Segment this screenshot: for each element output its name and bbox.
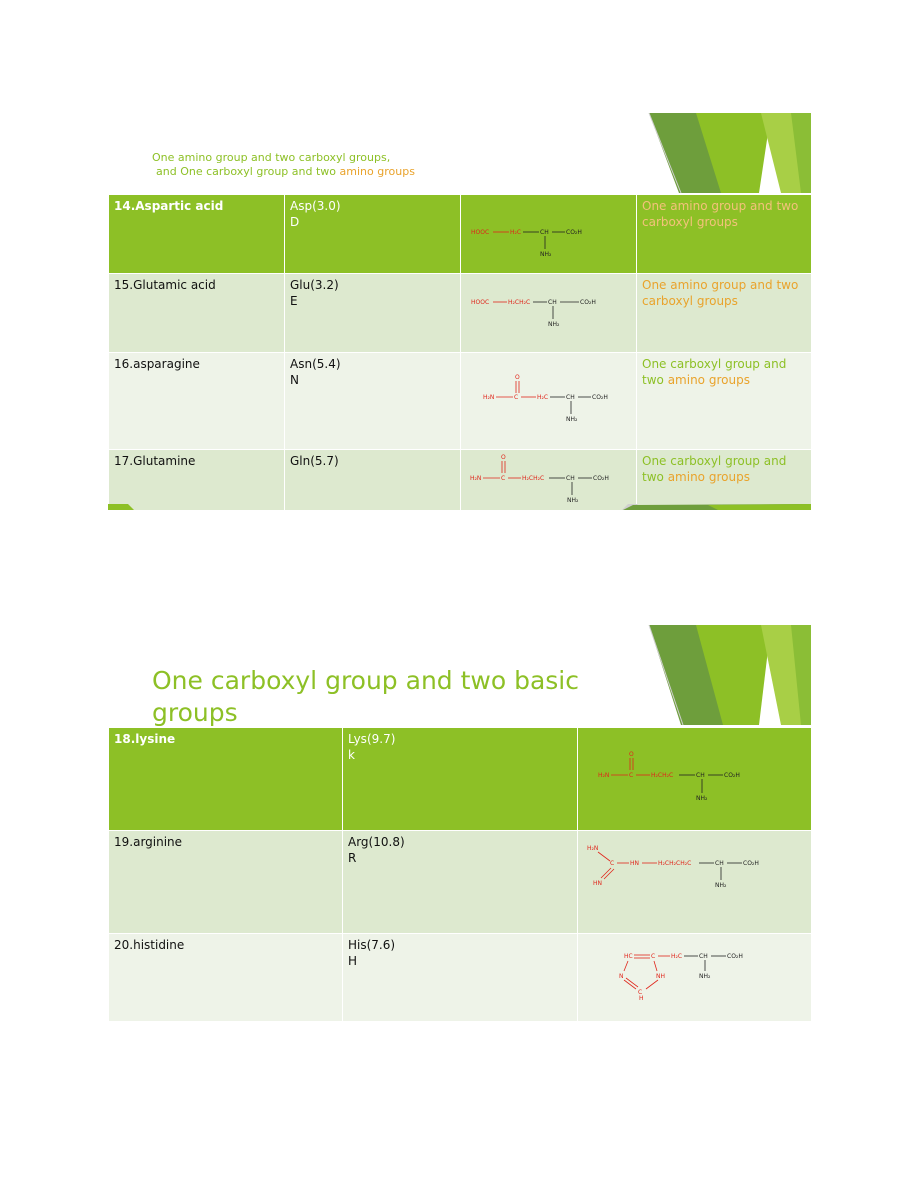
slide-2 [108,625,811,1021]
table-row [109,450,812,511]
svg-text:HOOC: HOOC [471,229,490,236]
svg-text:C: C [629,772,634,779]
amino-acid-description: One carboxyl group and two amino groups [637,450,812,511]
amino-acid-abbr: Arg(10.8) R [343,831,578,934]
svg-text:CH: CH [715,860,724,867]
svg-text:CO₂H: CO₂H [566,229,582,236]
structure-arginine [578,831,812,934]
amino-acid-description: One carboxyl group and two amino groups [637,353,812,450]
svg-text:H₂CH₂C: H₂CH₂C [651,772,674,779]
amino-acid-name: 16.asparagine [109,353,285,450]
slide-2-title: One carboxyl group and two basic groups [152,666,580,727]
amino-acid-name: 14.Aspartic acid [109,195,285,274]
svg-text:CO₂H: CO₂H [724,772,740,779]
svg-text:C: C [514,394,519,401]
svg-text:NH₂: NH₂ [696,795,708,802]
amino-acid-name: 17.Glutamine [109,450,285,511]
amino-acid-name: 19.arginine [109,831,343,934]
svg-text:NH₂: NH₂ [567,497,579,504]
amino-acid-name: 18.lysine [109,728,343,831]
slide-decoration [641,113,811,195]
structure-aspartic-acid [461,195,637,274]
amino-acid-abbr: Lys(9.7) k [343,728,578,831]
svg-text:HN: HN [593,880,602,887]
svg-text:N: N [619,973,624,980]
svg-text:H₂CH₂C: H₂CH₂C [508,299,531,306]
slide-bottom-bar [108,502,811,510]
structure-histidine [578,934,812,1022]
svg-text:CO₂H: CO₂H [743,860,759,867]
svg-text:C: C [501,475,506,482]
svg-text:C: C [638,989,643,996]
svg-text:NH₂: NH₂ [566,416,578,423]
svg-text:H₂C: H₂C [671,953,683,960]
structure-lysine [578,728,812,831]
svg-text:O: O [515,374,520,381]
slide-decoration [641,625,811,727]
title-line-1: One amino group and two carboxyl groups, [152,151,391,164]
svg-text:O: O [501,454,506,461]
amino-acid-description: One amino group and two carboxyl groups [637,195,812,274]
svg-text:HN: HN [630,860,639,867]
title-line-2a: and One carboxyl group and two [156,165,337,178]
svg-text:H: H [639,995,644,1002]
svg-text:CH: CH [566,394,575,401]
table-row [109,274,812,353]
amino-acid-name: 20.histidine [109,934,343,1022]
svg-text:H₂C: H₂C [510,229,522,236]
svg-text:CH: CH [548,299,557,306]
svg-text:HC: HC [624,953,633,960]
amino-acid-abbr: Glu(3.2) E [285,274,461,353]
slide-1 [108,113,811,510]
structure-asparagine [461,353,637,450]
svg-text:CH: CH [540,229,549,236]
svg-text:CO₂H: CO₂H [592,394,608,401]
svg-text:HOOC: HOOC [471,299,490,306]
svg-text:H₂CH₂C: H₂CH₂C [522,475,545,482]
svg-text:H₂C: H₂C [537,394,549,401]
svg-text:H₂CH₂CH₂C: H₂CH₂CH₂C [658,860,692,867]
structure-glutamine [461,450,637,511]
svg-text:CO₂H: CO₂H [727,953,743,960]
amino-acid-table-2 [108,727,811,1021]
amino-acid-description: One amino group and two carboxyl groups [637,274,812,353]
svg-text:NH₂: NH₂ [540,251,552,258]
svg-text:H₂N: H₂N [470,475,482,482]
title-line-2b: amino groups [339,165,415,178]
svg-text:C: C [651,953,656,960]
table-row [109,195,812,274]
svg-text:H₂N: H₂N [598,772,610,779]
svg-text:CO₂H: CO₂H [580,299,596,306]
svg-text:NH₂: NH₂ [548,321,560,328]
svg-text:NH₂: NH₂ [715,882,727,889]
svg-text:CH: CH [566,475,575,482]
amino-acid-abbr: His(7.6) H [343,934,578,1022]
table-row [109,728,812,831]
slide-1-title [152,151,415,179]
amino-acid-name: 15.Glutamic acid [109,274,285,353]
table-row [109,831,812,934]
svg-text:H₂N: H₂N [483,394,495,401]
amino-acid-abbr: Asn(5.4) N [285,353,461,450]
svg-text:H₂N: H₂N [587,845,599,852]
amino-acid-abbr: Gln(5.7) [285,450,461,511]
structure-glutamic-acid [461,274,637,353]
table-row [109,353,812,450]
svg-text:O: O [629,751,634,758]
amino-acid-table-1 [108,194,811,510]
svg-text:CH: CH [699,953,708,960]
svg-text:NH: NH [656,973,665,980]
svg-text:C: C [610,860,615,867]
svg-text:NH₂: NH₂ [699,973,711,980]
svg-text:CH: CH [696,772,705,779]
svg-text:CO₂H: CO₂H [593,475,609,482]
table-row [109,934,812,1022]
amino-acid-abbr: Asp(3.0) D [285,195,461,274]
